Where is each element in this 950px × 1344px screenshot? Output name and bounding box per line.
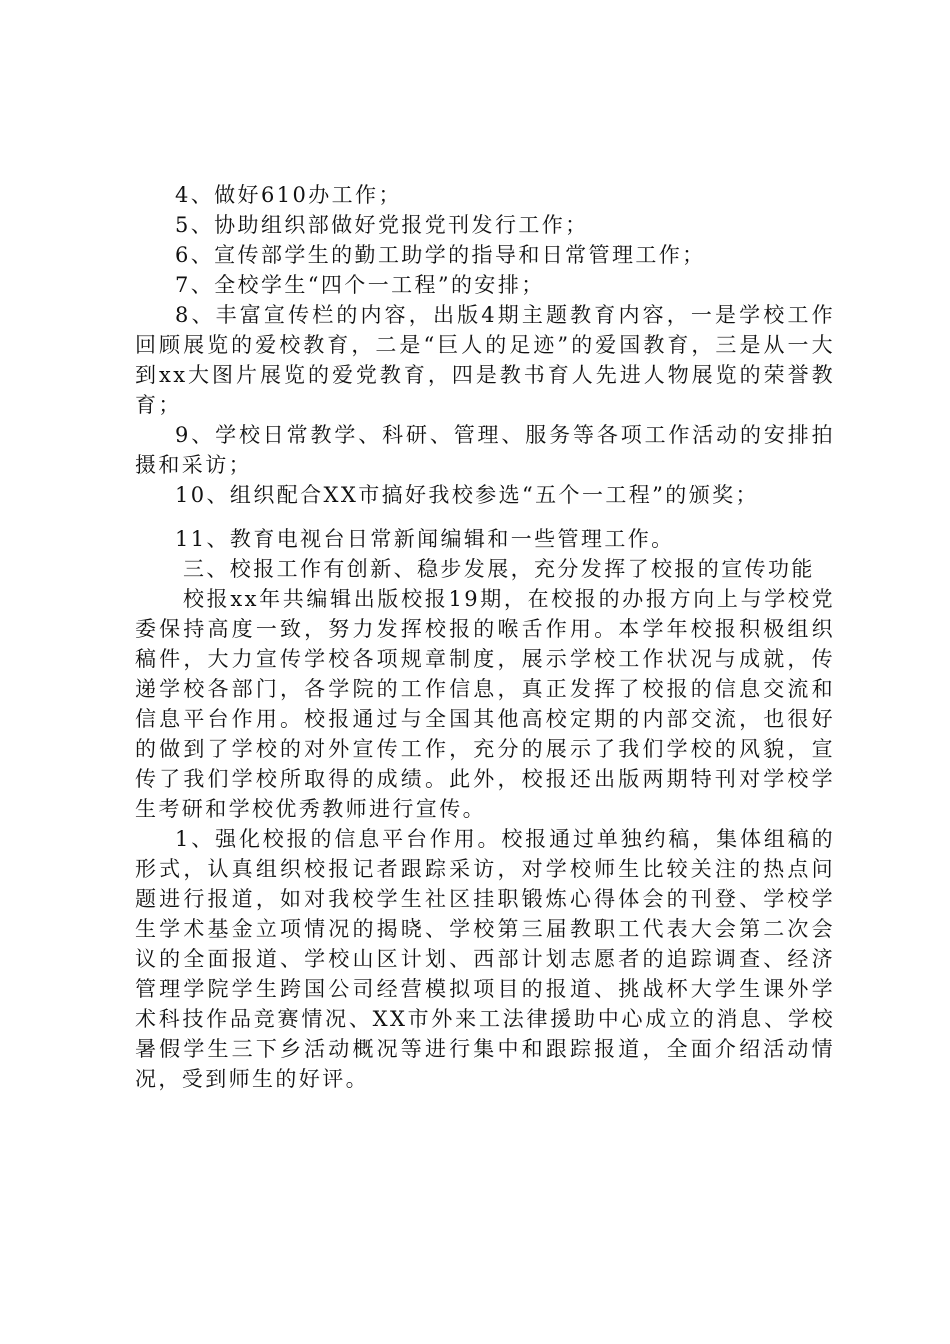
list-item-7: 7、全校学生“四个一工程”的安排； [175,273,545,297]
list-item-9: 9、学校日常教学、科研、管理、服务等各项工作活动的安排拍摄和采访； [135,423,835,477]
list-item-11: 11、教育电视台日常新闻编辑和一些管理工作。 [175,527,675,551]
list-item-8: 8、丰富宣传栏的内容，出版4期主题教育内容，一是学校工作回顾展览的爱校教育，二是“巨人的足迹”的爱国教育，三是从一大到xx大图片展览的爱党教育，四是教书育人先进人物展览的荣誉教育； [135,303,835,417]
list-item-10: 10、组织配合XX市搞好我校参选“五个一工程”的颁奖； [175,483,759,507]
document-body [135,180,835,1094]
list-item-4: 4、做好610办工作； [175,183,402,207]
body-paragraph-school-newspaper: 校报xx年共编辑出版校报19期，在校报的办报方向上与学校党委保持高度一致，努力发挥校报的喉舌作用。本学年校报积极组织稿件，大力宣传学校各项规章制度，展示学校工作状况与成就，传递学校各部门，各学院的工作信息，真正发挥了校报的信息交流和信息平台作用。校报通过与全国其他高校定期的内部交流，也很好的做到了学校的对外宣传工作，充分的展示了我们学校的风貌，宣传了我们学校所取得的成绩。此外，校报还出版两期特刊对学校学生考研和学校优秀教师进行宣传。 [135,587,835,821]
section-heading-3: 三、校报工作有创新、稳步发展，充分发挥了校报的宣传功能 [183,557,815,581]
list-item-6: 6、宣传部学生的勤工助学的指导和日常管理工作； [175,243,706,267]
body-paragraph-item-1: 1、强化校报的信息平台作用。校报通过单独约稿，集体组稿的形式，认真组织校报记者跟踪采访，对学校师生比较关注的热点问题进行报道，如对我校学生社区挂职锻炼心得体会的刊登、学校学生学术基金立项情况的揭晓、学校第三届教职工代表大会第二次会议的全面报道、学校山区计划、西部计划志愿者的追踪调查、经济管理学院学生跨国公司经营模拟项目的报道、挑战杯大学生课外学术科技作品竞赛情况、XX市外来工法律援助中心成立的消息、学校暑假学生三下乡活动概况等进行集中和跟踪报道，全面介绍活动情况，受到师生的好评。 [135,827,835,1091]
list-item-5: 5、协助组织部做好党报党刊发行工作； [175,213,589,237]
